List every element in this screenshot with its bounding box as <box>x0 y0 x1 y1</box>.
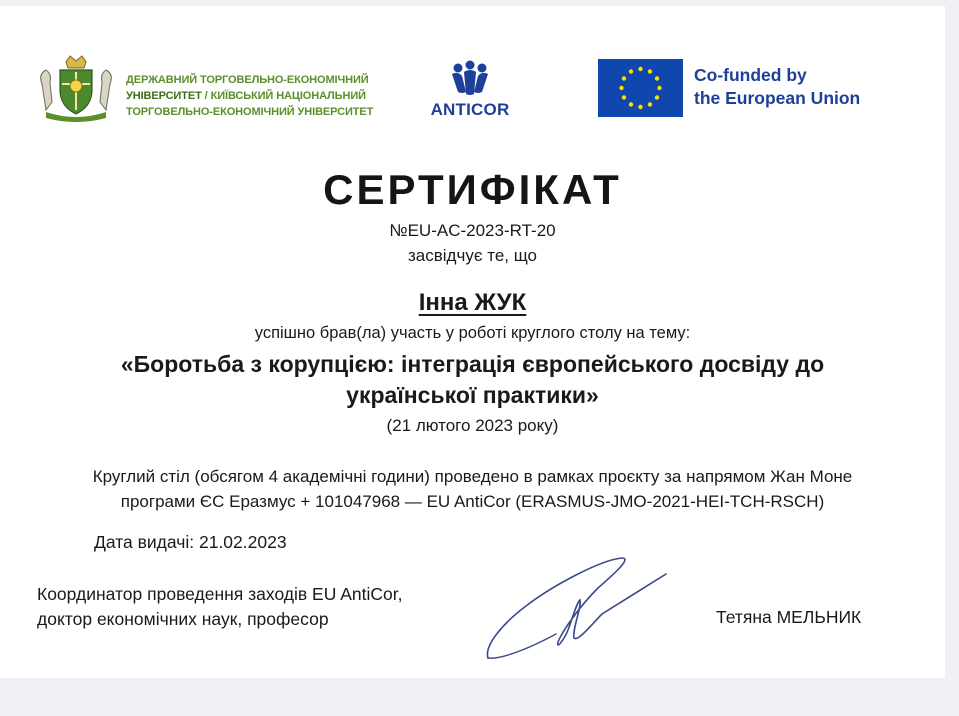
anticor-logo <box>422 60 518 124</box>
topic-line2: української практики» <box>346 382 599 408</box>
eu-flag-icon <box>598 59 683 117</box>
signer-name: Тетяна МЕЛЬНИК <box>716 607 862 627</box>
coordinator-line2: доктор економічних наук, професор <box>37 609 329 629</box>
coordinator-line1: Координатор проведення заходів EU AntiCor, <box>37 584 403 604</box>
people-group-icon <box>422 60 518 100</box>
coordinator-title <box>37 582 403 632</box>
event-topic <box>0 349 945 411</box>
eu-text-line2: the European Union <box>694 88 861 108</box>
certifies-text: засвідчує те, що <box>408 246 537 265</box>
details-line2: програми ЄС Еразмус + 101047968 — EU AntiCor (ERASMUS-JMO-2021-HEI-TCH-RSCH) <box>120 492 825 511</box>
anticor-label: ANTICOR <box>430 100 510 119</box>
topic-line1: «Боротьба з корупцією: інтеграція європейського досвіду до <box>120 351 825 377</box>
eu-cofunded-text <box>694 64 914 110</box>
certificate-title: СЕРТИФІКАТ <box>323 166 622 213</box>
eu-text-line1: Co-funded by <box>694 65 807 85</box>
issue-date: Дата видачі: 21.02.2023 <box>94 532 287 552</box>
university-name <box>126 72 426 120</box>
university-name-line1: ДЕРЖАВНИЙ ТОРГОВЕЛЬНО-ЕКОНОМІЧНИЙ <box>126 74 369 86</box>
handwritten-signature <box>482 554 672 666</box>
details-line1: Круглий стіл (обсягом 4 академічні години) проведено в рамках проєкту за напрямом Жан Моне <box>92 467 853 486</box>
university-name-rest: / КИЇВСЬКИЙ НАЦІОНАЛЬНИЙ <box>201 90 366 102</box>
university-name-line2 <box>126 88 426 104</box>
university-crest-icon <box>36 54 116 122</box>
recipient-name-row <box>0 289 945 317</box>
participation-text: успішно брав(ла) участь у роботі круглого столу на тему: <box>254 324 691 342</box>
event-date: (21 лютого 2023 року) <box>386 416 559 435</box>
certificate-sheet <box>0 6 945 678</box>
event-details <box>0 464 945 514</box>
university-name-bold: УНІВЕРСИТЕТ <box>126 90 202 102</box>
university-name-line3: ТОРГОВЕЛЬНО-ЕКОНОМІЧНИЙ УНІВЕРСИТЕТ <box>126 106 374 118</box>
recipient-name: Інна ЖУК <box>418 289 527 316</box>
certificate-number: №EU-AC-2023-RT-20 <box>389 221 556 240</box>
